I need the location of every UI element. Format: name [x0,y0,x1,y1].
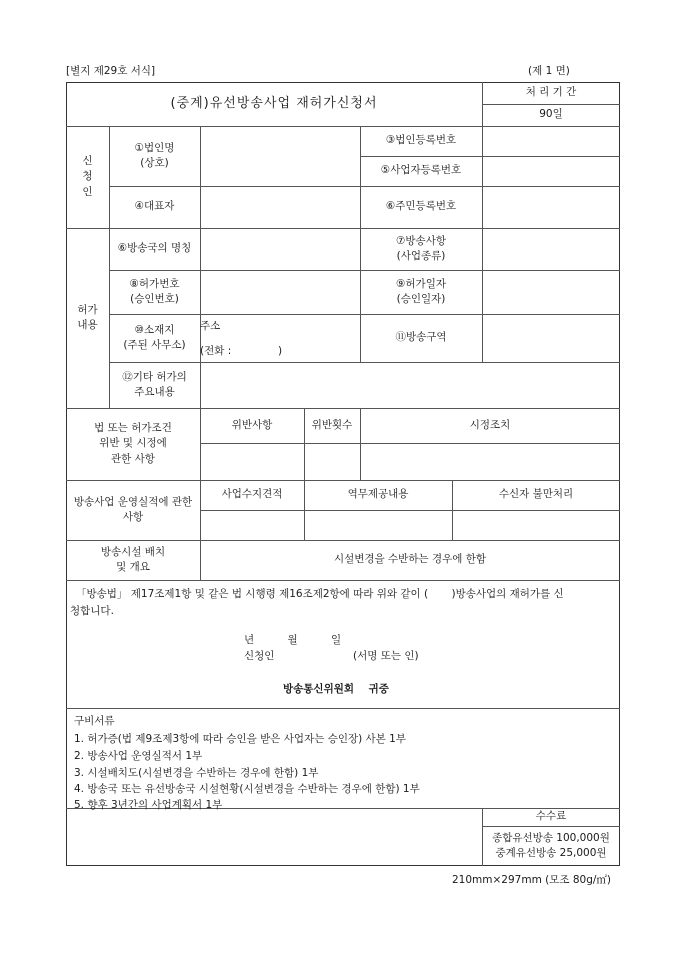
sign-or-seal: (서명 또는 인) [353,650,419,662]
facility-label [66,540,200,580]
complaint-handling-header: 수신자 불만처리 [498,488,574,501]
location-label-line: (주된 사무소) [123,339,186,351]
corrective-action-field[interactable] [360,443,620,480]
violation-label [66,408,200,480]
performance-label-line: 방송사업 운영실적에 관한 [73,495,193,508]
corp-name-field[interactable] [200,126,360,186]
corp-reg-no-label: ③법인등록번호 [385,134,457,147]
other-permit-label [109,362,200,408]
document-item: 4. 방송국 또는 유선방송국 시설현황(시설변경을 수반하는 경우에 한함) 1부 [74,783,420,795]
location-label-line: ⑩소재지 [134,323,175,336]
statement-line-1: 「방송법」 제17조제1항 및 같은 법 시행령 제16조제2항에 따라 위와 같이 ( )방송사업의 재허가를 신 [76,588,564,600]
permit-section-label [66,228,109,408]
violation-count-header: 위반횟수 [311,418,353,431]
statement-line-2: 청합니다. [70,605,114,617]
permit-label-line: 내용 [77,319,98,331]
applicant-label-line: 인 [82,185,93,198]
facility-note: 시설변경을 수반하는 경우에 한함 [333,553,486,566]
grid-line [66,580,620,581]
other-permit-label-line: 주요내용 [134,386,175,398]
document-item: 3. 시설배치도(시설변경을 수반하는 경우에 한함) 1부 [74,767,319,779]
violation-label-line: 관한 사항 [111,452,155,465]
document-item: 5. 향후 3년간의 사업계획서 1부 [74,799,223,811]
service-content-field[interactable] [304,510,452,540]
applicant-section-label [66,126,109,228]
fee-line: 중계유선방송 25,000원 [495,847,607,859]
representative-label: ④대표자 [134,200,175,213]
complaint-handling-field[interactable] [452,510,620,540]
form-title: (중계)유선방송사업 재허가신청서 [170,95,378,111]
form-number: [별지 제29호 서식] [66,65,156,77]
violation-count-field[interactable] [304,443,360,480]
paper-size-note: 210mm×297mm (모조 80g/㎡) [452,874,612,886]
processing-period-value: 90일 [539,108,563,121]
resident-no-label: ⑥주민등록번호 [385,200,457,213]
corrective-action-header: 시정조치 [469,418,511,431]
corp-name-label-line: ①법인명 [134,141,175,154]
processing-period-label: 처 리 기 간 [525,86,577,99]
permit-date-label-line: (승인일자) [396,293,446,305]
broadcast-item-field[interactable] [482,228,620,270]
broadcast-item-label [360,228,482,270]
representative-field[interactable] [200,186,360,228]
other-permit-label-line: ⑫기타 허가의 [122,370,187,383]
applicant-label-line: 신 [82,155,93,168]
fee-label: 수수료 [535,810,567,823]
grid-line [66,708,620,709]
facility-label-line: 및 개요 [116,561,150,573]
violation-label-line: 법 또는 허가조건 [94,422,172,435]
broadcast-item-label-line: ⑦방송사항 [396,234,446,247]
permit-no-label-line: ⑧허가번호 [129,277,180,290]
permit-date-field[interactable] [482,270,620,314]
resident-no-field[interactable] [482,186,620,228]
permit-date-label-line: ⑨허가일자 [396,277,446,290]
station-name-label: ⑥방송국의 명칭 [117,242,192,255]
permit-no-label [109,270,200,314]
biz-reg-no-label: ⑤사업자등록번호 [380,164,462,177]
corp-name-label [109,126,200,186]
broadcast-area-label: ⑪방송구역 [395,331,447,344]
violation-label-line: 위반 및 시정에 [99,437,167,450]
station-name-field[interactable] [200,228,360,270]
service-content-header: 역무제공내용 [347,488,409,501]
performance-label-line: 사항 [122,511,144,523]
phone-label: (전화 : ) [200,345,283,357]
performance-label [66,480,200,540]
document-item: 2. 방송사업 운영실적서 1부 [74,750,203,762]
corp-reg-no-field[interactable] [482,126,620,156]
biz-reg-no-field[interactable] [482,156,620,186]
violation-item-header: 위반사항 [231,418,273,431]
document-item: 1. 허가증(법 제9조제3항에 따라 승인을 받은 사업자는 승인장) 사본 1부 [74,733,407,745]
permit-no-field[interactable] [200,270,360,314]
corp-name-label-line: (상호) [140,157,169,169]
business-estimate-header: 사업수지견적 [221,488,283,501]
documents-title: 구비서류 [74,715,115,727]
address-label: 주소 [200,320,221,332]
permit-label-line: 허가 [77,303,98,316]
broadcast-item-label-line: (사업종류) [396,250,446,262]
applicant-label-line: 청 [82,170,93,183]
permit-date-label [360,270,482,314]
location-label [109,314,200,362]
fee-line: 종합유선방송 100,000원 [492,831,610,844]
recipient: 방송통신위원회 귀중 [283,683,389,695]
application-date: 년 월 일 [244,634,342,646]
applicant-signature-label: 신청인 [244,650,275,662]
other-permit-field[interactable] [200,362,620,408]
page-number: (제 1 면) [528,65,570,77]
broadcast-area-field[interactable] [482,314,620,362]
permit-no-label-line: (승인번호) [130,293,179,305]
facility-label-line: 방송시설 배치 [100,545,166,558]
violation-item-field[interactable] [200,443,304,480]
business-estimate-field[interactable] [200,510,304,540]
fee-values [482,826,620,866]
